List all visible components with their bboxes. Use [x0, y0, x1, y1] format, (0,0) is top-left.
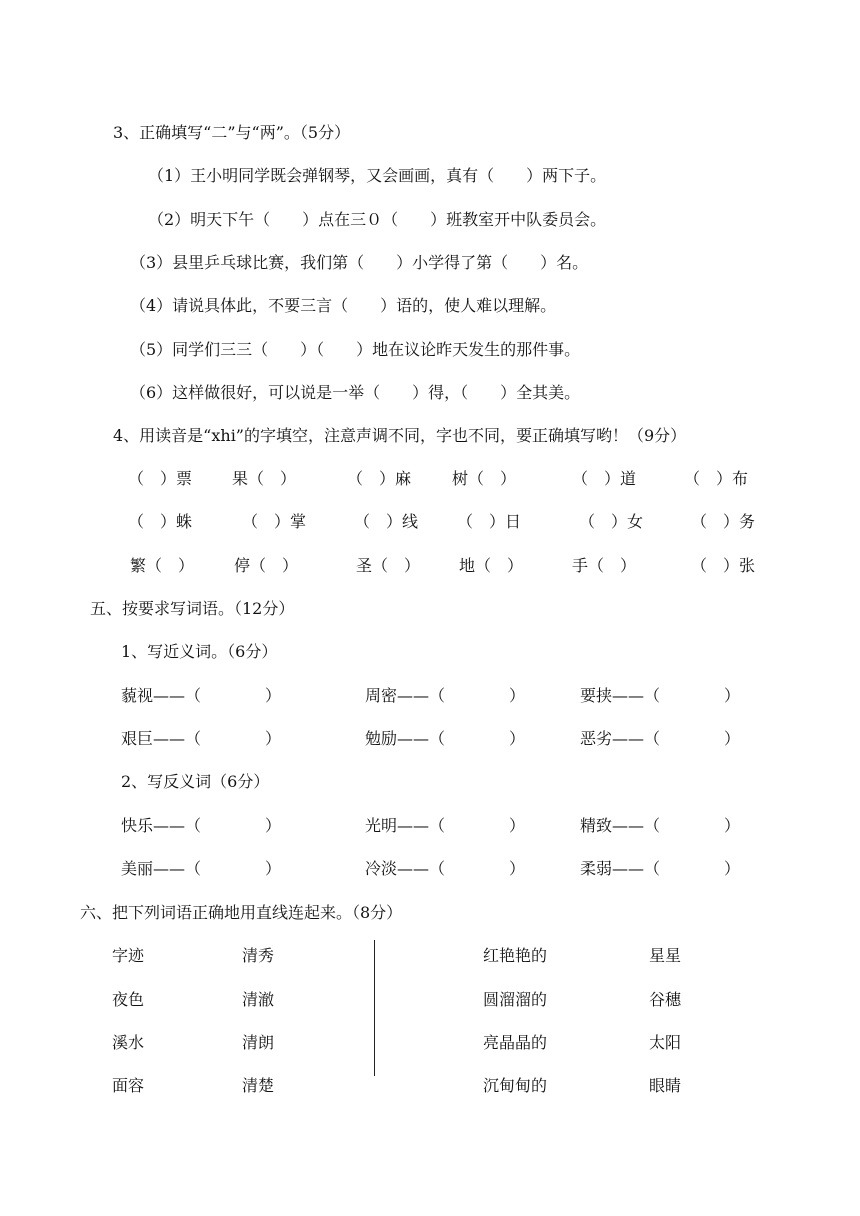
q4-cell: （ ）布	[684, 469, 749, 488]
match-word-right: 圆溜溜的	[483, 990, 548, 1009]
synonym-item: 周密——（ ）	[365, 686, 526, 705]
match-word-right: 沉甸甸的	[483, 1076, 548, 1095]
s5-sub2-title: 2、写反义词（6分）	[121, 772, 270, 791]
antonym-item: 冷淡——（ ）	[365, 859, 526, 878]
q4-cell: 停（ ）	[234, 556, 299, 575]
q4-cell: （ ）蛛	[128, 512, 193, 531]
match-word-left: 夜色	[112, 990, 145, 1009]
q4-cell: （ ）麻	[347, 469, 412, 488]
match-word-right: 红艳艳的	[483, 946, 548, 965]
q4-cell: 地（ ）	[459, 556, 524, 575]
q4-cell: 果（ ）	[232, 469, 297, 488]
q4-cell: 手（ ）	[572, 556, 637, 575]
q4-cell: 树（ ）	[452, 469, 517, 488]
antonym-item: 快乐——（ ）	[121, 816, 282, 835]
q4-cell: （ ）女	[579, 512, 644, 531]
antonym-item: 光明——（ ）	[365, 816, 526, 835]
q4-cell: （ ）道	[572, 469, 637, 488]
match-word-left: 面容	[112, 1076, 145, 1095]
q3-title: 3、正确填写“二”与“两”。（5分）	[113, 123, 351, 142]
q3-item-4: （4）请说具体此，不要三言（ ）语的，使人难以理解。	[130, 296, 557, 315]
antonym-item: 精致——（ ）	[580, 816, 741, 835]
q3-item-3: （3）县里乒乓球比赛，我们第（ ）小学得了第（ ）名。	[130, 253, 589, 272]
q4-cell: （ ）务	[691, 512, 756, 531]
s5-title: 五、按要求写词语。（12分）	[90, 599, 295, 618]
q4-cell: （ ）张	[691, 556, 756, 575]
synonym-item: 艰巨——（ ）	[121, 729, 282, 748]
match-word-right-target: 太阳	[649, 1033, 682, 1052]
match-word-left: 字迹	[112, 946, 145, 965]
synonym-item: 藐视——（ ）	[121, 686, 282, 705]
q3-item-2: （2）明天下午（ ）点在三０（ ）班教室开中队委员会。	[148, 210, 607, 229]
match-word-right-target: 谷穗	[649, 990, 682, 1009]
antonym-item: 柔弱——（ ）	[580, 859, 741, 878]
match-word-left-target: 清楚	[242, 1076, 275, 1095]
match-word-left-target: 清朗	[242, 1033, 275, 1052]
synonym-item: 要挟——（ ）	[580, 686, 741, 705]
match-word-left-target: 清秀	[242, 946, 275, 965]
s5-sub1-title: 1、写近义词。（6分）	[121, 642, 278, 661]
match-word-right: 亮晶晶的	[483, 1033, 548, 1052]
s6-title: 六、把下列词语正确地用直线连起来。（8分）	[80, 903, 403, 922]
q3-item-5: （5）同学们三三（ ）（ ）地在议论昨天发生的那件事。	[130, 340, 581, 359]
q4-cell: （ ）票	[128, 469, 193, 488]
synonym-item: 勉励——（ ）	[365, 729, 526, 748]
synonym-item: 恶劣——（ ）	[580, 729, 741, 748]
q4-cell: 圣（ ）	[356, 556, 421, 575]
q4-cell: （ ）掌	[242, 512, 307, 531]
column-divider	[374, 940, 375, 1076]
q4-cell: （ ）日	[457, 512, 522, 531]
match-word-right-target: 星星	[649, 946, 682, 965]
q4-title: 4、用读音是“xhi”的字填空，注意声调不同，字也不同，要正确填写哟！（9分）	[113, 426, 687, 445]
q3-item-6: （6）这样做很好，可以说是一举（ ）得，（ ）全其美。	[130, 383, 581, 402]
match-word-left: 溪水	[112, 1033, 145, 1052]
match-word-left-target: 清澈	[242, 990, 275, 1009]
antonym-item: 美丽——（ ）	[121, 859, 282, 878]
match-word-right-target: 眼睛	[649, 1076, 682, 1095]
q4-cell: （ ）线	[354, 512, 419, 531]
q4-cell: 繁（ ）	[130, 556, 195, 575]
q3-item-1: （1）王小明同学既会弹钢琴，又会画画，真有（ ）两下子。	[148, 166, 607, 185]
